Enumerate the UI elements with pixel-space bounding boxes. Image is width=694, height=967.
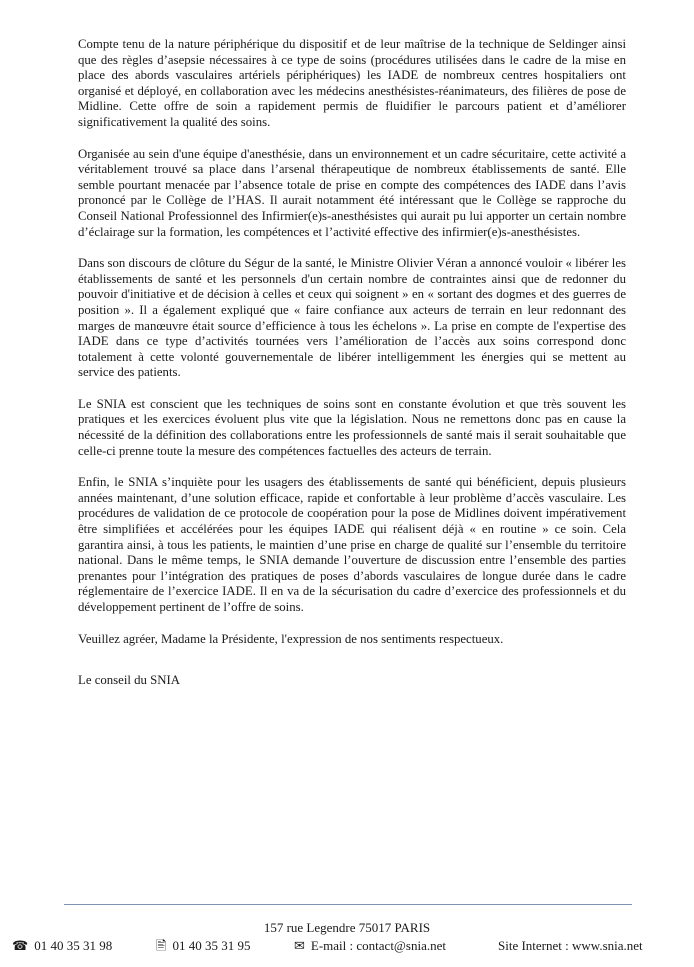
- fax-icon: 🖹: [156, 938, 167, 953]
- signature: Le conseil du SNIA: [78, 673, 181, 688]
- footer-address: 157 rue Legendre 75017 PARIS: [263, 920, 431, 935]
- closing-formula: Veuillez agréer, Madame la Présidente, l'expression de nos sentiments respectueux.: [78, 631, 504, 646]
- phone-icon: ☎: [12, 938, 29, 953]
- phone-number: 01 40 35 31 98: [34, 938, 113, 953]
- paragraph-segur-speech: Dans son discours de clôture du Ségur de la santé, le Ministre Olivier Véran a annoncé vouloir « libérer les établissements de santé et les personnels d'un certain nombre de contraintes ainsi que de redonner du pouvoir d'initiative et de décision à celles et ceux qui soignent » en « sortant des dogmes et des guerres de position ». Il a également expliqué que « faire confiance aux acteurs de terrain en leur redonnant des marges de manœuvre était source d’efficience à tous les échelons ». La prise en compte de l'expertise des IADE dans ce type d’activités tournées vers l’amélioration de l’accès aux soins correspond donc totalement à cette volonté gouvernementale de libérer intelligemment les énergies qui se mettent au service des patients.: [78, 256, 626, 380]
- paragraph-patient-concern: Enfin, le SNIA s’inquiète pour les usagers des établissements de santé qui bénéficient, depuis plusieurs années maintenant, d’une solution efficace, rapide et confortable à leur problème d’accès vasculaire. Les procédures de validation de ce protocole de coopération pour la pose de Midlines doivent impérativement être simplifiées et accélérées pour les équipes IADE qui réalisent déjà « en routine » ce soin. Cela garantira ainsi, à tous les patients, le maintien d’une prise en charge de qualité sur l’ensemble du territoire national. Dans le même temps, le SNIA demande l’ouverture de discussion entre l’ensemble des parties prenantes pour l’intégration des pratiques de poses d’abords vasculaires de longue durée dans le cadre réglementaire de l’exercice IADE. Il en va de la sécurisation du cadre d’exercice des professionnels et du développement pertinent de l’offre de soins.: [78, 475, 626, 614]
- paragraph-midline-context: Compte tenu de la nature périphérique du dispositif et de leur maîtrise de la technique de Seldinger ainsi que des règles d’asepsie nécessaires à ce type de soins (procédures utilisées dans le cadre de la mise en place des abords vasculaires artériels périphériques) les IADE de nombreux centres hospitaliers ont organisé et déployé, en collaboration avec les médecins anesthésistes-réanimateurs, des filières de pose de Midline. Cette offre de soin a rapidement permis de fluidifier le parcours patient et d’améliorer significativement la qualité des soins.: [78, 37, 626, 129]
- footer-fax: [156, 938, 250, 954]
- paragraph-snia-position: Le SNIA est conscient que les techniques de soins sont en constante évolution et que très souvent les pratiques et les exercices évoluent plus vite que la législation. Nous ne remettons donc pas en cause la nécessité de la définition des collaborations entre les professionnels de santé mais il serait souhaitable que celle-ci prenne toute la mesure des compétences factuelles des acteurs de terrain.: [78, 396, 626, 458]
- footer-divider: [64, 904, 632, 905]
- footer-email: [294, 938, 446, 954]
- footer-website: Site Internet : www.snia.net: [498, 938, 643, 953]
- email-address: E-mail : contact@snia.net: [310, 938, 446, 953]
- footer-phone: [12, 938, 112, 954]
- footer-contacts: [8, 938, 688, 956]
- fax-number: 01 40 35 31 95: [172, 938, 251, 953]
- paragraph-anesthesia-team: Organisée au sein d'une équipe d'anesthésie, dans un environnement et un cadre sécuritaire, cette activité a véritablement trouvé sa place dans l’arsenal thérapeutique de nombreux établissements de santé. Elle semble pourtant menacée par l’absence totale de prise en compte des compétences des IADE dans l’avis prononcé par le Collège de l’HAS. Il aurait notamment été intéressant que le Collège se rapproche du Conseil National Professionnel des Infirmier(e)s-anesthésistes qui aurait pu lui apporter un certain nombre d’éclairage sur la formation, les compétences et l’activité effective des infirmier(e)s-anesthésistes.: [78, 146, 626, 239]
- email-icon: ✉: [294, 938, 305, 953]
- letter-body: [78, 37, 626, 705]
